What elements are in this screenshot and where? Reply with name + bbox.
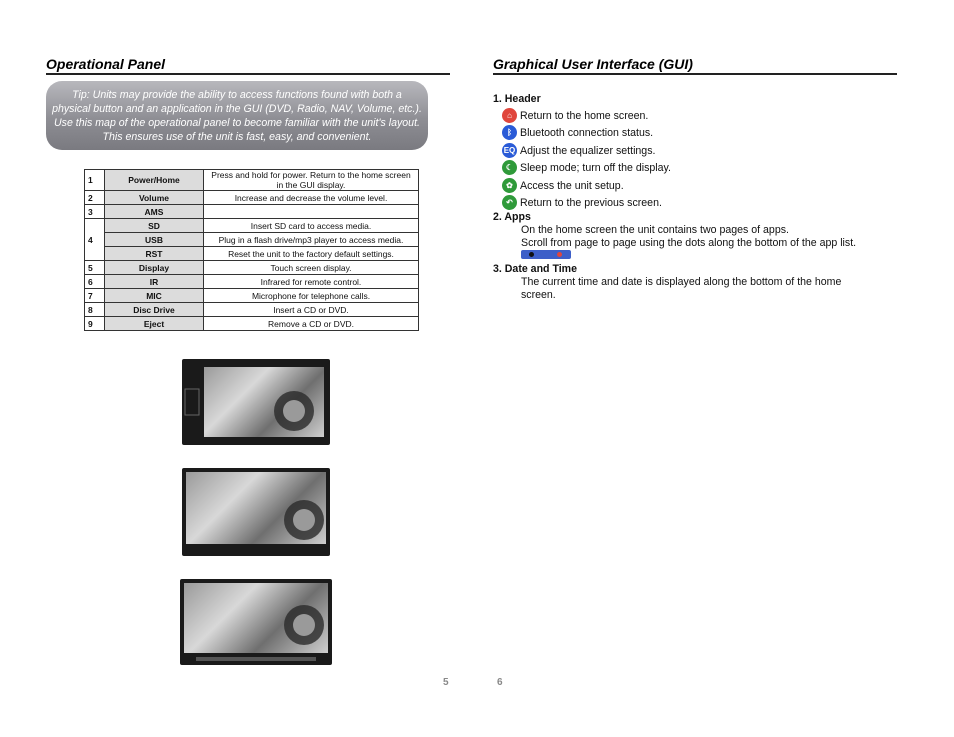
control-description: Remove a CD or DVD. [204, 317, 419, 331]
header-item-label: Bluetooth connection status. [520, 126, 654, 139]
page-number-right: 6 [497, 677, 503, 688]
table-row [85, 233, 419, 247]
equalizer-icon: EQ [502, 143, 517, 158]
apps-section-title: 2. Apps [493, 211, 531, 223]
header-item-label: Access the unit setup. [520, 179, 624, 192]
sleep-icon: ☾ [502, 160, 517, 175]
apps-line-1: On the home screen the unit contains two pages of apps. [521, 224, 789, 236]
row-number: 4 [85, 219, 105, 261]
row-number: 8 [85, 303, 105, 317]
control-description: Reset the unit to the factory default settings. [204, 247, 419, 261]
row-number: 3 [85, 205, 105, 219]
control-name: Volume [105, 191, 204, 205]
control-description: Insert a CD or DVD. [204, 303, 419, 317]
control-description: Insert SD card to access media. [204, 219, 419, 233]
table-row [85, 317, 419, 331]
control-name: SD [105, 219, 204, 233]
header-item [502, 178, 624, 193]
control-name: Eject [105, 317, 204, 331]
row-number: 7 [85, 289, 105, 303]
table-row [85, 205, 419, 219]
row-number: 1 [85, 170, 105, 191]
head-unit-image-2 [182, 468, 330, 556]
table-row [85, 289, 419, 303]
control-name: RST [105, 247, 204, 261]
control-description [204, 205, 419, 219]
control-name: IR [105, 275, 204, 289]
table-row [85, 247, 419, 261]
row-number: 5 [85, 261, 105, 275]
header-item-label: Return to the home screen. [520, 109, 649, 122]
page-dot-2 [557, 252, 562, 257]
control-name: USB [105, 233, 204, 247]
control-name: AMS [105, 205, 204, 219]
header-item [502, 195, 662, 210]
car-graphic [182, 468, 330, 556]
page-dots-bar [521, 250, 571, 259]
back-arrow-icon: ↶ [502, 195, 517, 210]
date-line-2: screen. [521, 289, 556, 301]
header-item-label: Adjust the equalizer settings. [520, 144, 656, 157]
row-number: 2 [85, 191, 105, 205]
head-unit-image-1 [182, 359, 330, 445]
apps-line-2: Scroll from page to page using the dots along the bottom of the app list. [521, 237, 857, 249]
control-name: Disc Drive [105, 303, 204, 317]
header-item [502, 160, 671, 175]
tip-box [46, 81, 428, 150]
car-graphic [182, 359, 330, 445]
page-dot-1 [529, 252, 534, 257]
home-icon: ⌂ [502, 108, 517, 123]
header-section-title: 1. Header [493, 93, 541, 105]
table-row [85, 219, 419, 233]
date-section-title: 3. Date and Time [493, 263, 577, 275]
tip-text: Tip: Units may provide the ability to access functions found with both a physical button and an application in the GUI (DVD, Radio, NAV, Volume, etc.). Use this map of the operational panel to become familiar with the unit's layout. This ensures use of the unit is fast, easy, and convenient. [52, 88, 422, 143]
row-number: 9 [85, 317, 105, 331]
header-item-label: Sleep mode; turn off the display. [520, 161, 671, 174]
date-line-1: The current time and date is displayed along the bottom of the home [521, 276, 842, 288]
left-heading-rule [46, 73, 450, 75]
header-item [502, 108, 648, 123]
control-name: MIC [105, 289, 204, 303]
table-row [85, 303, 419, 317]
operational-panel-table [84, 169, 419, 331]
control-description: Plug in a flash drive/mp3 player to access media. [204, 233, 419, 247]
gui-heading: Graphical User Interface (GUI) [493, 56, 693, 72]
control-description: Infrared for remote control. [204, 275, 419, 289]
header-item [502, 143, 655, 158]
right-heading-rule [493, 73, 897, 75]
header-item-label: Return to the previous screen. [520, 196, 662, 209]
bluetooth-icon: ᛒ [502, 125, 517, 140]
table-row [85, 261, 419, 275]
setup-gear-icon: ✿ [502, 178, 517, 193]
table-row [85, 191, 419, 205]
page-number-left: 5 [443, 677, 449, 688]
header-item [502, 125, 653, 140]
operational-panel-heading: Operational Panel [46, 56, 166, 72]
car-graphic [180, 579, 332, 665]
head-unit-image-3 [180, 579, 332, 665]
control-description: Press and hold for power. Return to the home screen in the GUI display. [204, 170, 419, 191]
control-description: Touch screen display. [204, 261, 419, 275]
control-description: Microphone for telephone calls. [204, 289, 419, 303]
control-name: Power/Home [105, 170, 204, 191]
table-row [85, 275, 419, 289]
control-description: Increase and decrease the volume level. [204, 191, 419, 205]
control-name: Display [105, 261, 204, 275]
row-number: 6 [85, 275, 105, 289]
table-row [85, 170, 419, 191]
